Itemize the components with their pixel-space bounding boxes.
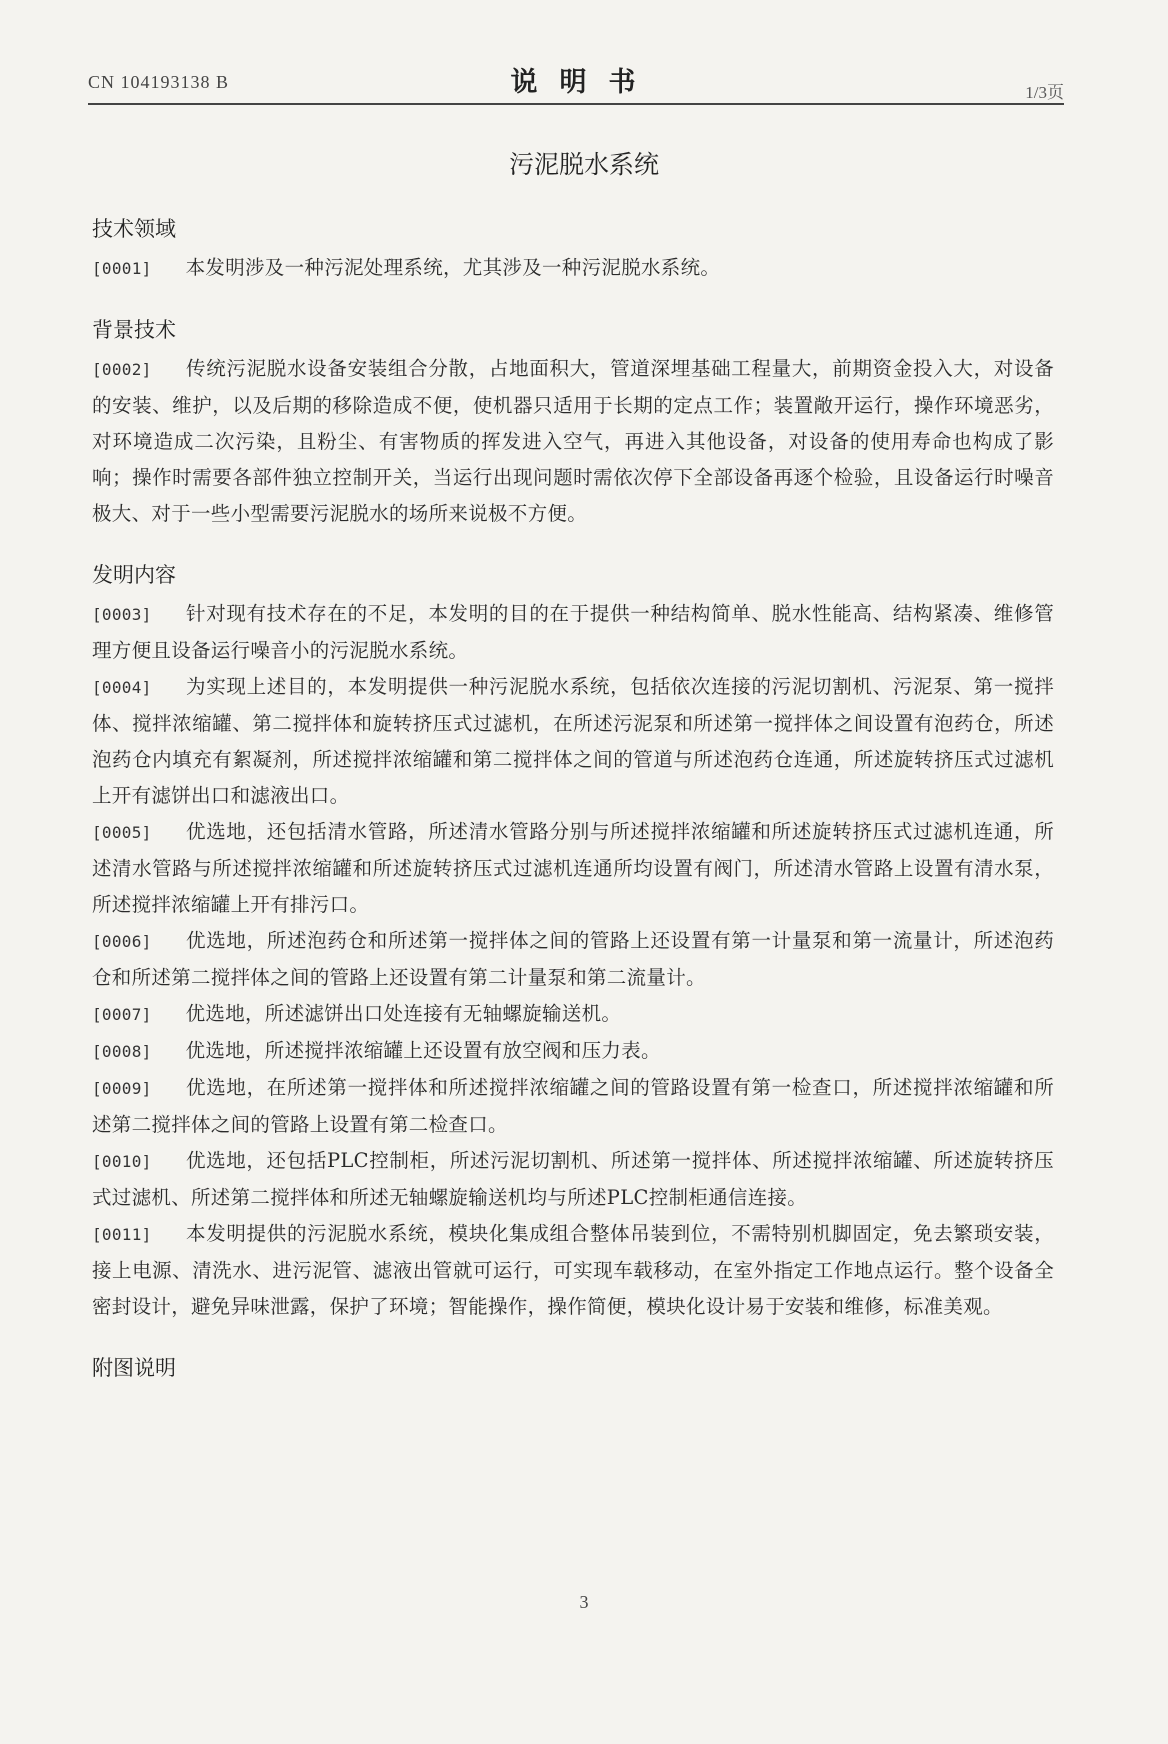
doc-type-heading: 说明书 bbox=[510, 67, 658, 98]
section-heading: 发明内容 bbox=[92, 563, 176, 587]
section-heading: 背景技术 bbox=[92, 318, 176, 342]
paragraph bbox=[92, 250, 1054, 287]
paragraph bbox=[92, 1070, 1054, 1143]
paragraph-id: [0006] bbox=[92, 932, 152, 951]
paragraph-id: [0004] bbox=[92, 678, 152, 697]
paragraph-text: 优选地，所述泡药仓和所述第一搅拌体之间的管路上还设置有第一计量泵和第一流量计，所述泡药仓和所述第二搅拌体之间的管路上还设置有第二计量泵和第二流量计。 bbox=[92, 929, 1054, 989]
section-heading: 技术领域 bbox=[92, 217, 176, 241]
paragraph-id: [0009] bbox=[92, 1079, 152, 1098]
header-rule bbox=[88, 103, 1064, 105]
paragraph-text: 为实现上述目的，本发明提供一种污泥脱水系统，包括依次连接的污泥切割机、污泥泵、第一搅拌体、搅拌浓缩罐、第二搅拌体和旋转挤压式过滤机，在所述污泥泵和所述第一搅拌体之间设置有泡药仓，所述泡药仓内填充有絮凝剂，所述搅拌浓缩罐和第二搅拌体之间的管道与所述泡药仓连通，所述旋转挤压式过滤机上开有滤饼出口和滤液出口。 bbox=[92, 675, 1054, 807]
paragraph bbox=[92, 1033, 1054, 1070]
paragraph-text: 针对现有技术存在的不足，本发明的目的在于提供一种结构简单、脱水性能高、结构紧凑、维修管理方便且设备运行噪音小的污泥脱水系统。 bbox=[92, 602, 1054, 662]
paragraph-text: 优选地，所述滤饼出口处连接有无轴螺旋输送机。 bbox=[185, 1002, 622, 1025]
paragraph bbox=[92, 669, 1054, 814]
page-indicator: 1/3页 bbox=[1025, 83, 1064, 102]
paragraph-text: 传统污泥脱水设备安装组合分散，占地面积大，管道深埋基础工程量大，前期资金投入大，对设备的安装、维护，以及后期的移除造成不便，使机器只适用于长期的定点工作；装置敞开运行，操作环境恶劣，对环境造成二次污染，且粉尘、有害物质的挥发进入空气，再进入其他设备，对设备的使用寿命也构成了影响；操作时需要各部件独立控制开关，当运行出现问题时需依次停下全部设备再逐个检验，且设备运行时噪音极大、对于一些小型需要污泥脱水的场所来说极不方便。 bbox=[92, 357, 1054, 525]
paragraph bbox=[92, 351, 1054, 532]
paragraph-id: [0007] bbox=[92, 1005, 152, 1024]
paragraph-text: 优选地，所述搅拌浓缩罐上还设置有放空阀和压力表。 bbox=[185, 1039, 661, 1062]
paragraph bbox=[92, 596, 1054, 669]
section-heading: 附图说明 bbox=[92, 1356, 176, 1380]
paragraph-text: 优选地，还包括PLC控制柜，所述污泥切割机、所述第一搅拌体、所述搅拌浓缩罐、所述旋转挤压式过滤机、所述第二搅拌体和所述无轴螺旋输送机均与所述PLC控制柜通信连接。 bbox=[92, 1149, 1054, 1209]
paragraph-text: 本发明提供的污泥脱水系统，模块化集成组合整体吊装到位，不需特别机脚固定，免去繁琐安装，接上电源、清洗水、进污泥管、滤液出管就可运行，可实现车载移动，在室外指定工作地点运行。整个设备全密封设计，避免异味泄露，保护了环境；智能操作，操作简便，模块化设计易于安装和维修，标准美观。 bbox=[92, 1222, 1054, 1318]
patent-number: CN 104193138 B bbox=[88, 72, 230, 92]
paragraph-id: [0011] bbox=[92, 1225, 152, 1244]
paragraph-id: [0002] bbox=[92, 360, 152, 379]
document-body bbox=[92, 214, 1054, 1389]
paragraph bbox=[92, 996, 1054, 1033]
paragraph-id: [0005] bbox=[92, 823, 152, 842]
paragraph-text: 本发明涉及一种污泥处理系统，尤其涉及一种污泥脱水系统。 bbox=[185, 256, 721, 279]
paragraph-id: [0008] bbox=[92, 1042, 152, 1061]
page-number: 3 bbox=[579, 1592, 589, 1612]
paragraph-text: 优选地，在所述第一搅拌体和所述搅拌浓缩罐之间的管路设置有第一检查口，所述搅拌浓缩罐和所述第二搅拌体之间的管路上设置有第二检查口。 bbox=[92, 1076, 1054, 1136]
paragraph bbox=[92, 1143, 1054, 1216]
paragraph-id: [0001] bbox=[92, 259, 152, 278]
paragraph bbox=[92, 814, 1054, 923]
paragraph-text: 优选地，还包括清水管路，所述清水管路分别与所述搅拌浓缩罐和所述旋转挤压式过滤机连通，所述清水管路与所述搅拌浓缩罐和所述旋转挤压式过滤机连通所均设置有阀门，所述清水管路上设置有清水泵，所述搅拌浓缩罐上开有排污口。 bbox=[92, 820, 1054, 916]
paragraph bbox=[92, 1216, 1054, 1325]
document-title: 污泥脱水系统 bbox=[508, 150, 659, 179]
paragraph-id: [0003] bbox=[92, 605, 152, 624]
paragraph-id: [0010] bbox=[92, 1152, 152, 1171]
paragraph bbox=[92, 923, 1054, 996]
